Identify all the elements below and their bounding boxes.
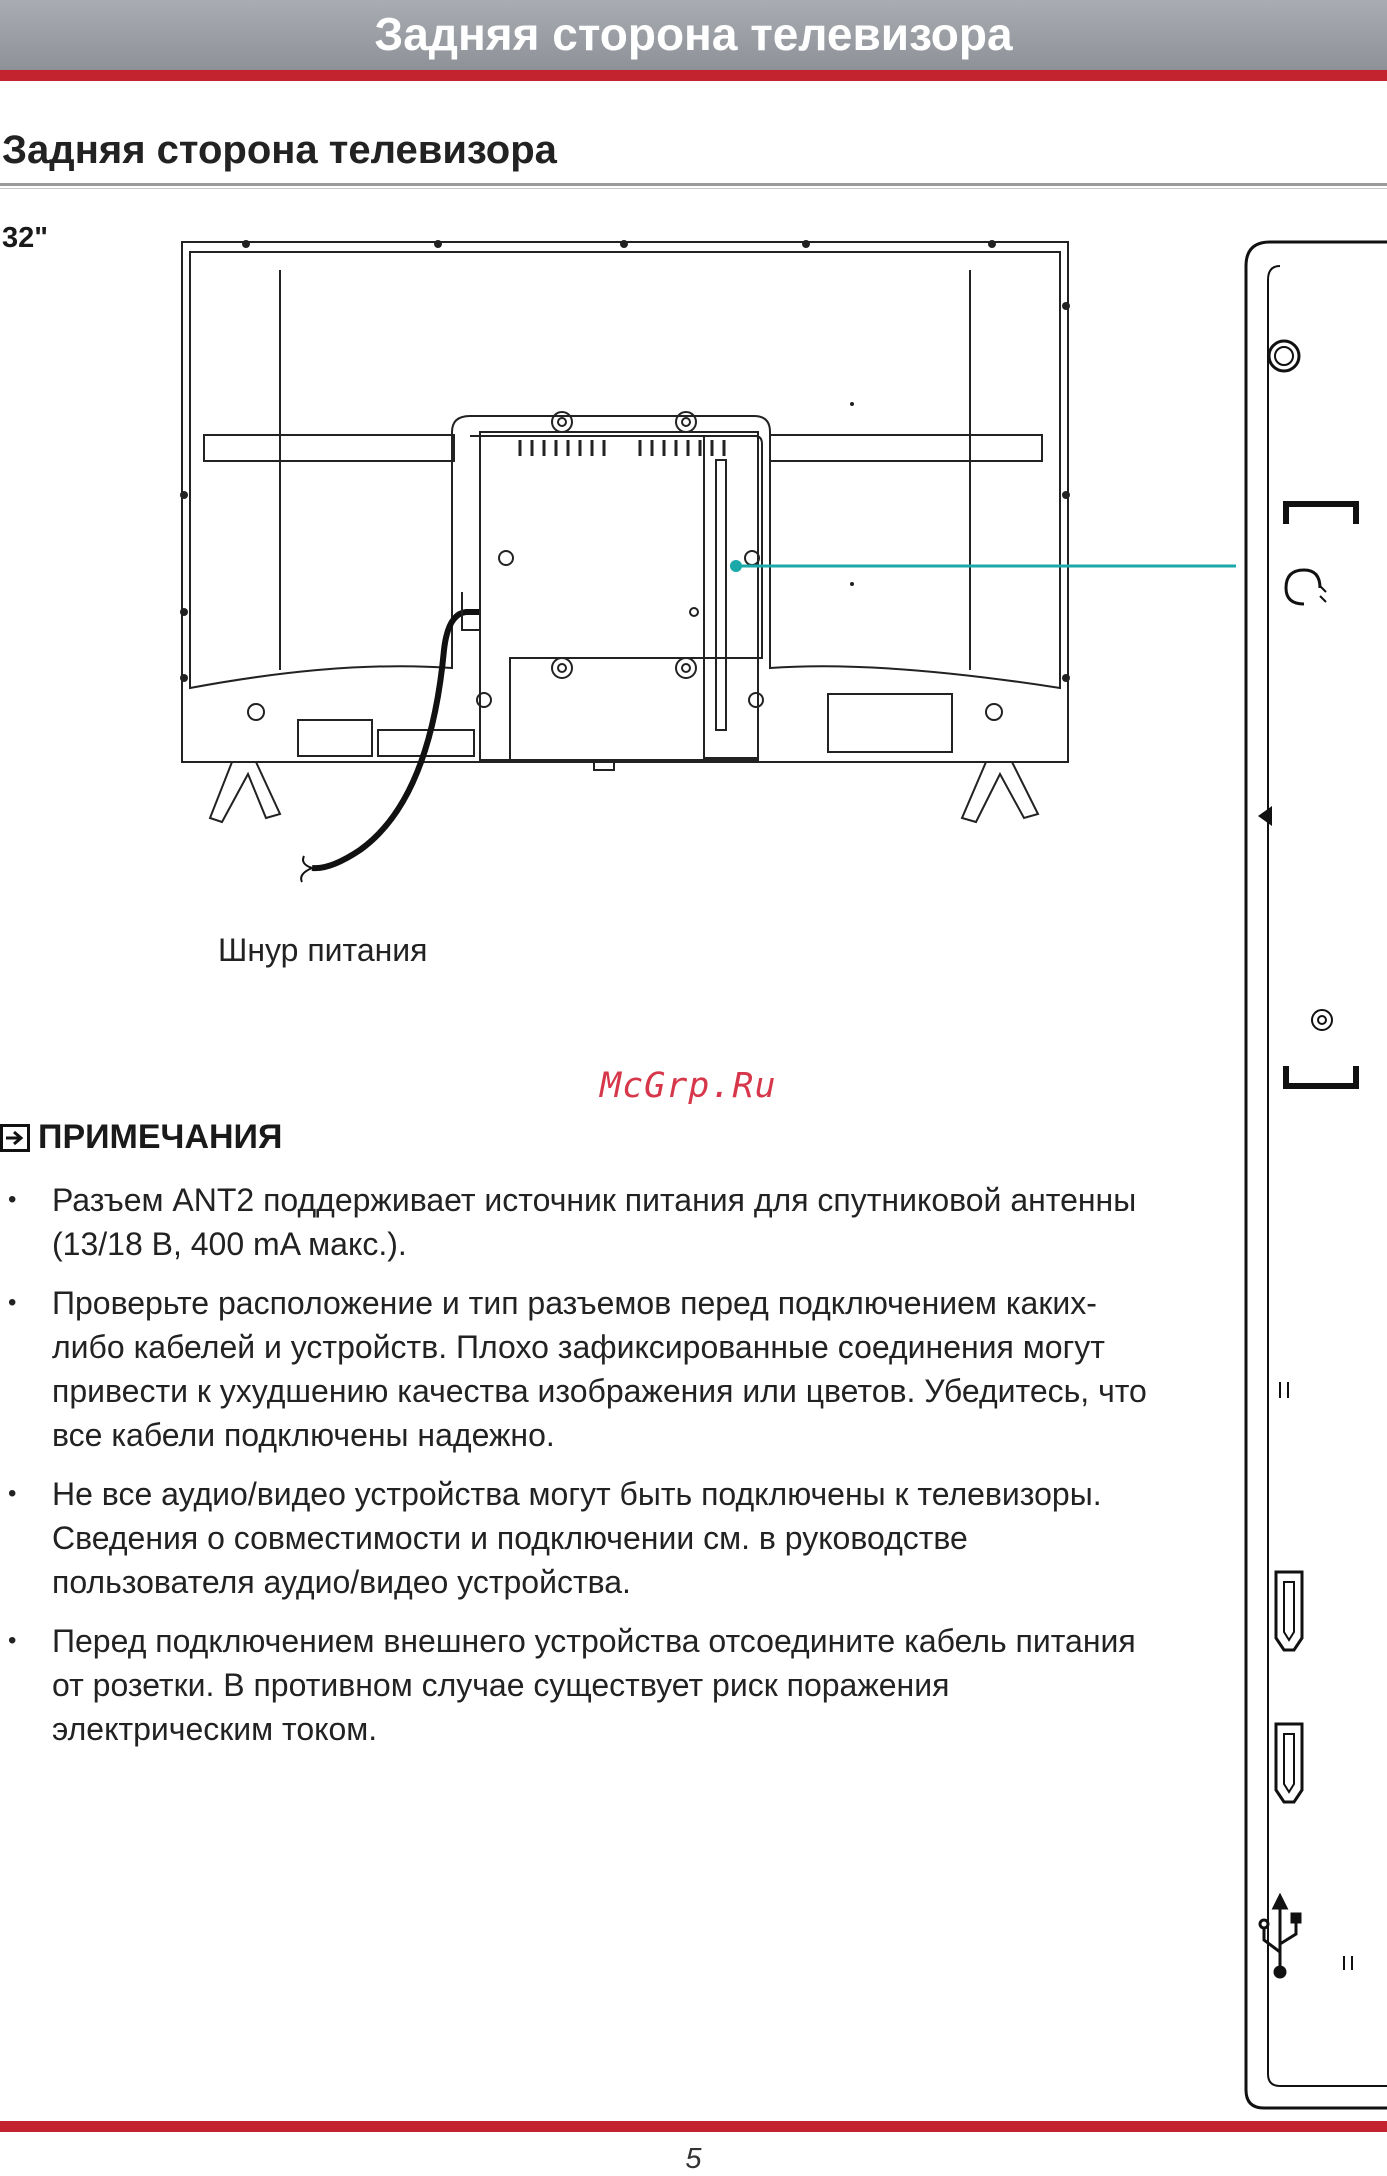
coax-port-icon	[1312, 1010, 1332, 1030]
section-divider	[0, 183, 1387, 186]
port-panel	[1240, 240, 1387, 2110]
notes-heading	[0, 1118, 282, 1157]
footer-accent-stripe	[0, 2121, 1387, 2132]
note-item: • Разъем ANT2 поддерживает источник питания для спутниковой антенны (13/18 В, 400 mA макс.).	[8, 1182, 1137, 1262]
header-accent-stripe	[0, 70, 1387, 81]
notes-heading-text: ПРИМЕЧАНИЯ	[38, 1118, 283, 1156]
tv-rear-diagram	[0, 200, 1240, 920]
section-title: Задняя сторона телевизора	[2, 128, 557, 172]
hdmi-port-icon	[1276, 1572, 1302, 1650]
note-arrow-icon	[0, 1124, 30, 1152]
page-number: 5	[685, 2143, 702, 2175]
note-item: • Не все аудио/видео устройства могут быть подключены к телевизоры. Сведения о совместимости и подключении см. в руководстве пользователя аудио/видео устройства.	[8, 1476, 1102, 1600]
notes-list	[0, 1178, 1160, 1766]
hdmi-port-icon	[1276, 1724, 1302, 1802]
power-cord-caption: Шнур питания	[218, 932, 428, 968]
section-divider-thin	[0, 188, 1387, 189]
usb-icon	[1260, 1896, 1300, 1977]
header-banner	[0, 0, 1387, 70]
antenna-jack-icon	[1269, 341, 1299, 371]
banner-title: Задняя сторона телевизора	[374, 8, 1013, 60]
headphone-icon	[1286, 570, 1326, 604]
note-item: • Проверьте расположение и тип разъемов перед подключением каких-либо кабелей и устройств. Плохо зафиксированные соединения могут привести к ухудшению качества изображения или цветов. Убедитесь, что все кабели подключены надежно.	[8, 1285, 1147, 1453]
screen-size-label: 32"	[2, 222, 49, 254]
note-item: • Перед подключением внешнего устройства отсоедините кабель питания от розетки. В противном случае существует риск поражения электрическим током.	[8, 1623, 1136, 1747]
triangle-marker-icon	[1258, 806, 1272, 826]
watermark: McGrp.Ru	[600, 1066, 777, 1106]
